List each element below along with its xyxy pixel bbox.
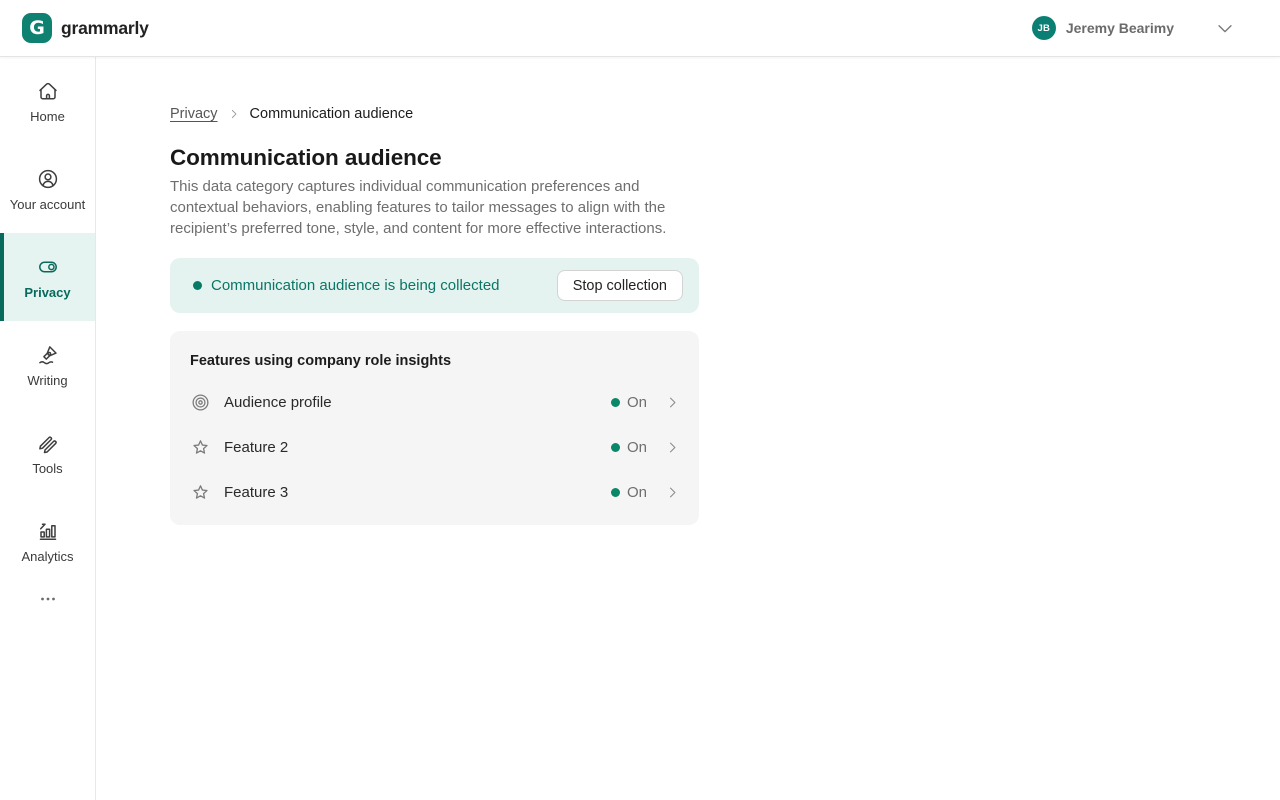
chevron-right-icon xyxy=(664,484,681,501)
feature-row-feature-3[interactable] xyxy=(190,470,681,515)
user-menu[interactable] xyxy=(1032,16,1236,40)
grammarly-logo-icon: G xyxy=(22,13,52,43)
chevron-right-icon xyxy=(227,107,241,121)
feature-row-feature-2[interactable] xyxy=(190,425,681,470)
status-on-label: On xyxy=(626,484,647,501)
page-description: This data category captures individual communication preferences and contextual behaviors, enabling features to tailor messages to align with the recipient’s preferred tone, style, and content for more effective interactions. xyxy=(170,178,667,237)
features-card-title: Features using company role insights xyxy=(190,353,452,369)
breadcrumb xyxy=(170,106,413,122)
sidebar-item-label: Tools xyxy=(32,460,63,476)
sidebar-item-tools[interactable] xyxy=(0,409,95,497)
collection-status xyxy=(193,277,557,294)
chevron-down-icon[interactable] xyxy=(1214,17,1236,39)
status-dot-icon xyxy=(193,281,202,290)
writing-pen-icon xyxy=(36,343,60,367)
sidebar-item-label: Your account xyxy=(9,196,86,212)
status-on-dot-icon xyxy=(611,443,620,452)
target-icon xyxy=(190,392,211,413)
grammarly-logo[interactable] xyxy=(22,13,149,43)
sidebar-item-home[interactable] xyxy=(0,57,95,145)
top-header xyxy=(0,0,1280,57)
feature-status xyxy=(611,484,681,501)
more-dots-icon xyxy=(37,588,59,615)
sidebar-item-label: Privacy xyxy=(24,284,71,300)
status-on-dot-icon xyxy=(611,488,620,497)
sidebar-item-your-account[interactable] xyxy=(0,145,95,233)
stop-collection-button[interactable]: Stop collection xyxy=(557,270,683,301)
collection-status-banner xyxy=(170,258,699,313)
status-on-label: On xyxy=(626,394,647,411)
sidebar-item-analytics[interactable] xyxy=(0,497,95,585)
user-name: Jeremy Bearimy xyxy=(1065,20,1174,36)
home-icon xyxy=(36,79,60,103)
feature-status xyxy=(611,439,681,456)
sidebar-item-privacy[interactable] xyxy=(0,233,95,321)
status-on-dot-icon xyxy=(611,398,620,407)
chevron-right-icon xyxy=(664,439,681,456)
sidebar-nav xyxy=(0,57,96,800)
star-icon xyxy=(190,482,211,503)
feature-status xyxy=(611,394,681,411)
sidebar-item-label: Writing xyxy=(27,372,68,388)
sidebar-item-writing[interactable] xyxy=(0,321,95,409)
analytics-chart-icon xyxy=(36,519,60,543)
privacy-toggle-icon xyxy=(36,255,60,279)
account-icon xyxy=(36,167,60,191)
breadcrumb-privacy-link[interactable]: Privacy xyxy=(170,106,218,122)
breadcrumb-current: Communication audience xyxy=(249,106,414,122)
feature-label: Feature 2 xyxy=(224,439,289,456)
feature-label: Audience profile xyxy=(224,394,332,411)
status-on-label: On xyxy=(626,439,647,456)
sidebar-item-label: Home xyxy=(30,108,65,124)
chevron-right-icon xyxy=(664,394,681,411)
feature-label: Feature 3 xyxy=(224,484,289,501)
grammarly-wordmark: grammarly xyxy=(61,17,149,38)
tools-pencils-icon xyxy=(36,431,60,455)
collection-status-text: Communication audience is being collected xyxy=(211,277,500,294)
page-title: Communication audience xyxy=(170,145,442,170)
features-card xyxy=(170,331,699,525)
sidebar-item-label: Analytics xyxy=(21,548,74,564)
star-icon xyxy=(190,437,211,458)
sidebar-more-button[interactable] xyxy=(0,585,95,617)
avatar: JB xyxy=(1032,16,1056,40)
feature-row-audience-profile[interactable] xyxy=(190,380,681,425)
